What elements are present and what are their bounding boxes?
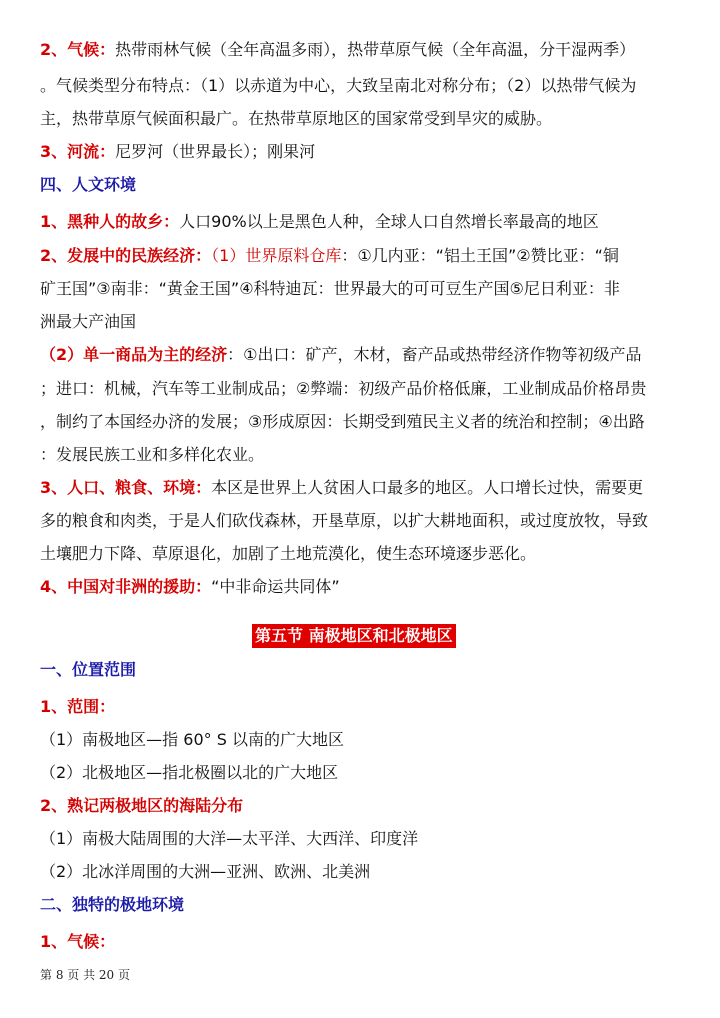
- population-line-3: 土壤肥力下降、草原退化，加剧了土地荒漠化，使生态环境逐步恶化。: [40, 544, 537, 563]
- economy-line-5: ；进口：机械，汽车等工业制成品；②弊端：初级产品价格低廉，工业制成品价格昂贵: [40, 379, 647, 398]
- blacks-text: 人口90%以上是黑色人种，全球人口自然增长率最高的地区: [179, 212, 599, 231]
- economy-line-2: 矿王国”③南非：“黄金王国”④科特迪瓦：世界最大的可可豆生产国⑤尼日利亚：非: [40, 279, 620, 298]
- climate-line-2: 。气候类型分布特点：（1）以赤道为中心，大致呈南北对称分布；（2）以热带气候为: [40, 76, 637, 95]
- economy-sub1: （1）世界原料仓库: [211, 246, 342, 265]
- population-text-1: 本区是世界上人贫困人口最多的地区。人口增长过快，需要更: [211, 478, 644, 497]
- aid-text: “中非命运共同体”: [211, 577, 340, 596]
- page-footer: 第 8 页 共 20 页: [40, 968, 130, 982]
- aid-label: 4、中国对非洲的援助：: [40, 577, 212, 596]
- population-line-2: 多的粮食和肉类，于是人们砍伐森林，开垦草原，以扩大耕地面积，或过度放牧，导致: [40, 511, 649, 530]
- distribution-item-1: （1）南极大陆周围的大洋—太平洋、大西洋、印度洋: [40, 829, 419, 848]
- location-heading: 一、位置范围: [40, 660, 137, 679]
- aid-line: [40, 576, 340, 598]
- climate-line-3: 主，热带草原气候面积最广。在热带草原地区的国家常受到旱灾的威胁。: [40, 109, 553, 128]
- economy-line-1: [40, 245, 619, 267]
- economy-sub2: （2）单一商品为主的经济: [40, 345, 228, 364]
- economy-text-1: ：①几内亚：“铝土王国”②赞比亚：“铜: [341, 246, 619, 265]
- rivers-label: 3、河流：: [40, 142, 116, 161]
- range-item-1: （1）南极地区—指 60° S 以南的广大地区: [40, 730, 344, 749]
- range-item-2: （2）北极地区—指北极圈以北的广大地区: [40, 763, 339, 782]
- economy-text-4: ：①出口：矿产，木材，畜产品或热带经济作物等初级产品: [227, 345, 642, 364]
- section5-title: 第五节 南极地区和北极地区: [252, 624, 456, 648]
- blacks-label: 1、黑种人的故乡：: [40, 212, 180, 231]
- section4-heading: 四、人文环境: [40, 175, 137, 194]
- distribution-item-2: （2）北冰洋周围的大洲—亚洲、欧洲、北美洲: [40, 862, 371, 881]
- blacks-line: [40, 211, 599, 233]
- climate-text-1: 热带雨林气候（全年高温多雨），热带草原气候（全年高温，分干湿两季）: [115, 40, 636, 59]
- population-line-1: [40, 477, 643, 499]
- rivers-line: [40, 141, 315, 163]
- economy-line-3: 洲最大产油国: [40, 312, 137, 331]
- economy-line-6: ，制约了本国经办济的发展；③形成原因：长期受到殖民主义者的统治和控制；④出路: [40, 412, 645, 431]
- economy-label: 2、发展中的民族经济：: [40, 246, 212, 265]
- climate-line-1: [40, 39, 635, 61]
- economy-line-4: [40, 344, 642, 366]
- economy-line-7: ：发展民族工业和多样化农业。: [40, 445, 265, 464]
- env-heading: 二、独特的极地环境: [40, 895, 185, 914]
- distribution-label: 2、熟记两极地区的海陆分布: [40, 796, 244, 815]
- climate-label: 2、气候：: [40, 40, 116, 59]
- env-climate-label: 1、气候：: [40, 932, 116, 951]
- range-label: 1、范围：: [40, 697, 116, 716]
- population-label: 3、人口、粮食、环境：: [40, 478, 212, 497]
- rivers-text: 尼罗河（世界最长）；刚果河: [115, 142, 316, 161]
